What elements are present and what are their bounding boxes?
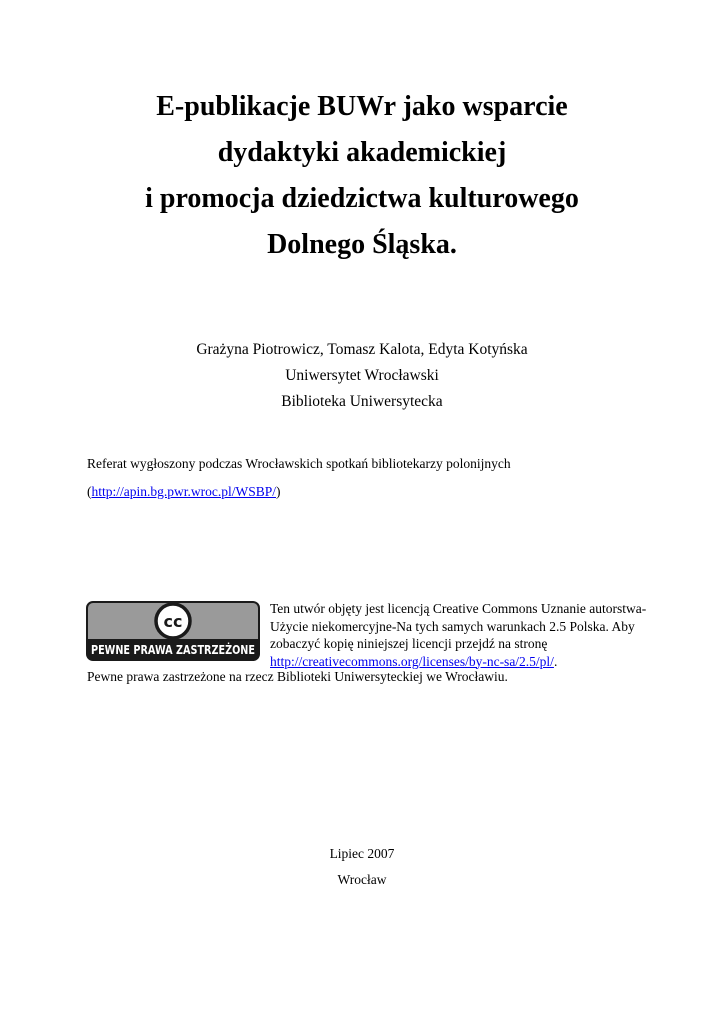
title-line-2: dydaktyki akademickiej: [217, 137, 507, 168]
document-footer: [0, 841, 724, 893]
title-line-3: i promocja dziedzictwa kulturowego: [145, 183, 579, 214]
title-line-4: Dolnego Śląska.: [267, 229, 457, 260]
referat-open-paren: (: [87, 484, 92, 499]
author-names: Grażyna Piotrowicz, Tomasz Kalota, Edyta Kotyńska: [196, 341, 528, 358]
author-library: Biblioteka Uniwersytecka: [281, 393, 443, 410]
document-title: [0, 84, 724, 268]
license-link[interactable]: http://creativecommons.org/licenses/by-nc-sa/2.5/pl/: [270, 653, 554, 669]
license-tail: Pewne prawa zastrzeżone na rzecz Biblioteki Uniwersyteckiej we Wrocławiu.: [87, 669, 508, 684]
referat-note: [87, 450, 687, 506]
creative-commons-logo: [86, 601, 295, 661]
footer-date: Lipiec 2007: [329, 846, 395, 861]
referat-link[interactable]: http://apin.bg.pwr.wroc.pl/WSBP/: [91, 484, 276, 499]
referat-link-line: [87, 478, 687, 506]
authors-block: [0, 337, 724, 415]
license-text-main: Ten utwór objęty jest licencją Creative Commons Uznanie autorstwa-Użycie niekomercyjne-Na tych samych warunkach 2.5 Polska. Aby zobaczyć kopię niniejszej licencji przejdź na stronę: [270, 601, 647, 651]
footer-city: Wrocław: [337, 872, 387, 887]
referat-close-paren: ): [276, 484, 281, 499]
cc-caption: PEWNE PRAWA ZASTRZEŻONE: [91, 643, 295, 657]
referat-text: Referat wygłoszony podczas Wrocławskich spotkań bibliotekarzy polonijnych: [87, 456, 511, 471]
title-line-1: E-publikacje BUWr jako wsparcie: [156, 91, 568, 122]
license-text: [270, 600, 650, 670]
license-text-end: .: [553, 653, 558, 669]
author-university: Uniwersytet Wrocławski: [285, 367, 439, 384]
cc-symbol: cc: [163, 612, 183, 631]
